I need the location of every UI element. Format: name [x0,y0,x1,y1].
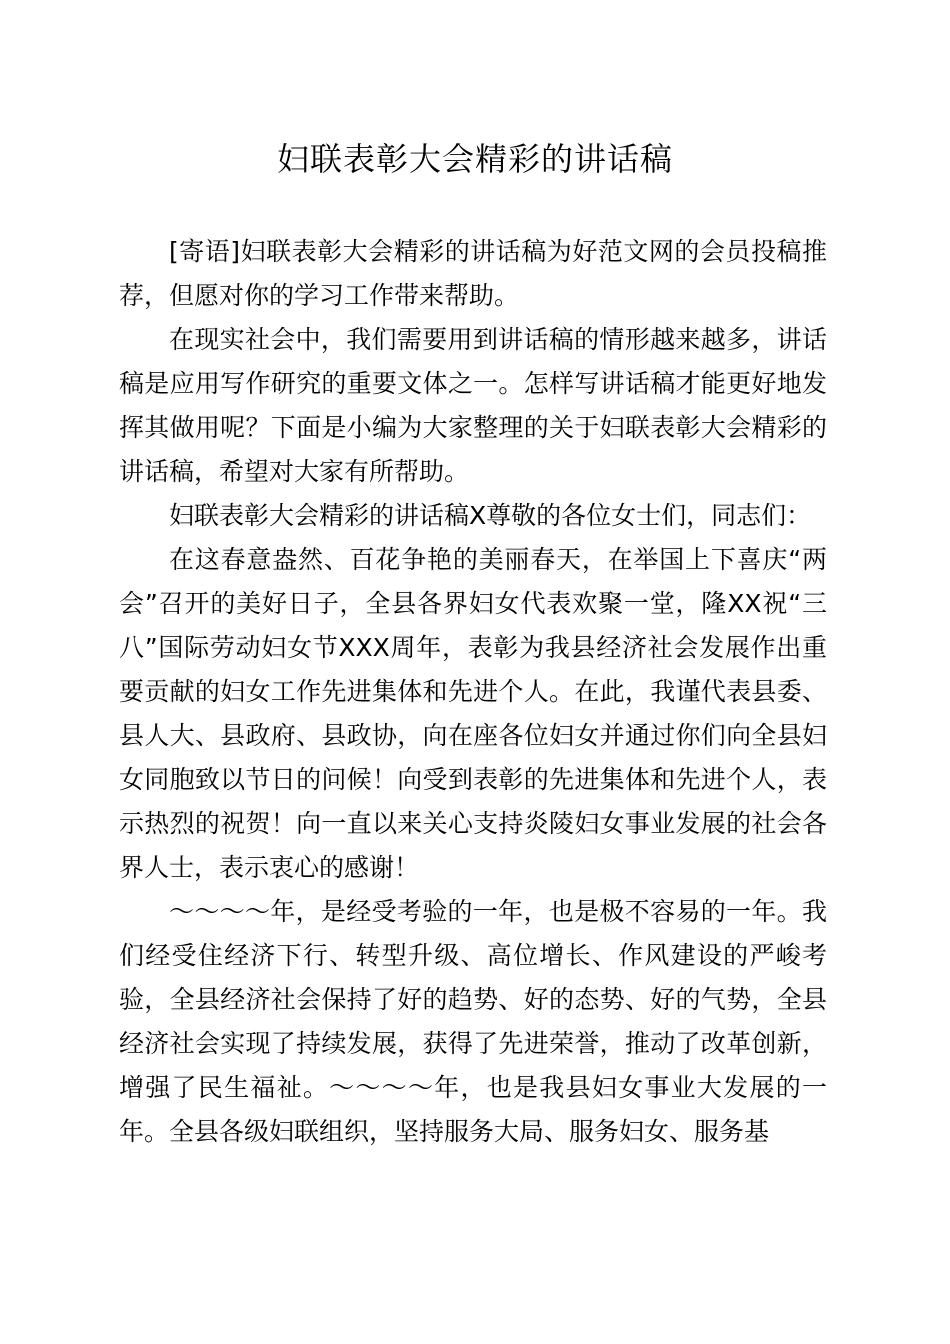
paragraph-salutation: 妇联表彰大会精彩的讲话稿X尊敬的各位女士们，同志们： [169,501,812,530]
paragraph-review: ～～～～年，是经受考验的一年，也是极不容易的一年。我们经受住经济下行、转型升级、高位增长、作风建设的严峻考验，全县经济社会保持了好的趋势、好的态势、好的气势，全县经济社会实现了持续发展，获得了先进荣誉，推动了改革创新，增强了民生福祉。～～～～年，也是我县妇女事业大发展的一年。全县各级妇联组织，坚持服务大局、服务妇女、服务基 [119,897,827,1146]
paragraph-greeting: 在这春意盎然、百花争艳的美丽春天，在举国上下喜庆“两会”召开的美好日子，全县各界妇女代表欢聚一堂，隆XX祝“三八”国际劳动妇女节XXX周年，表彰为我县经济社会发展作出重要贡献的妇女工作先进集体和先进个人。在此，我谨代表县委、县人大、县政府、县政协，向在座各位妇女并通过你们向全县妇女同胞致以节日的问候！向受到表彰的先进集体和先进个人，表示热烈的祝贺！向一直以来关心支持炎陵妇女事业发展的社会各界人士，表示衷心的感谢！ [119,545,827,882]
document-title: 妇联表彰大会精彩的讲话稿 [276,140,673,178]
paragraph-preface: [寄语]妇联表彰大会精彩的讲话稿为好范文网的会员投稿推荐，但愿对你的学习工作带来帮助。 [119,237,827,310]
paragraph-intro: 在现实社会中，我们需要用到讲话稿的情形越来越多，讲话稿是应用写作研究的重要文体之一。怎样写讲话稿才能更好地发挥其做用呢？下面是小编为大家整理的关于妇联表彰大会精彩的讲话稿，希望对大家有所帮助。 [119,325,827,486]
document-body [119,230,827,1154]
